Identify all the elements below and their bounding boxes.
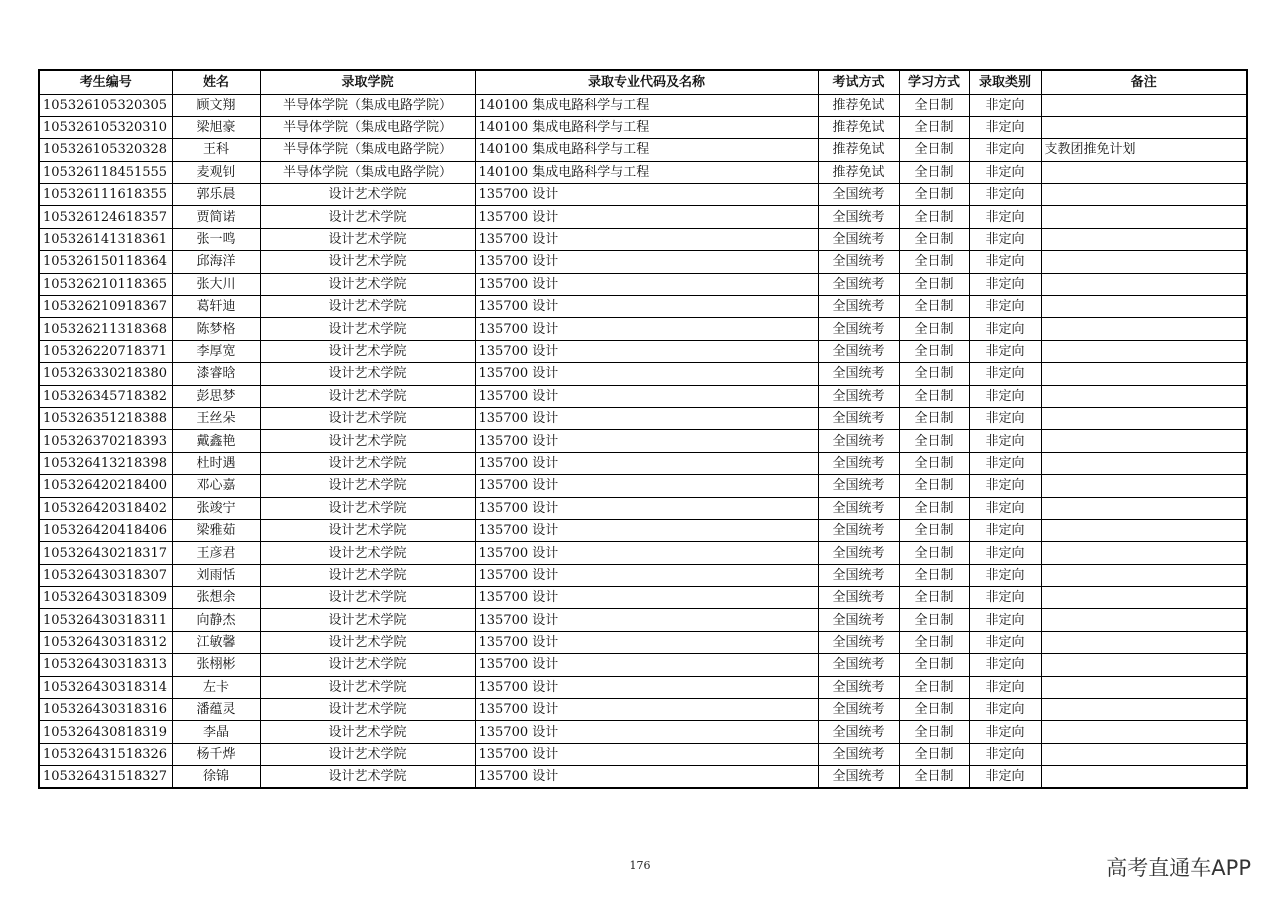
table-row [39,676,1247,698]
cell-candidate-id: 105326431518326 [39,743,172,765]
table-row [39,631,1247,653]
cell-candidate-id: 105326210118365 [39,273,172,295]
cell-school: 设计艺术学院 [260,497,475,519]
cell-candidate-id: 105326413218398 [39,452,172,474]
cell-major: 135700 设计 [475,475,818,497]
cell-note [1041,385,1247,407]
cell-study-mode: 全日制 [899,699,969,721]
cell-study-mode: 全日制 [899,497,969,519]
cell-name: 徐锦 [172,766,260,789]
cell-admission-type: 非定向 [969,564,1041,586]
cell-note [1041,721,1247,743]
cell-candidate-id: 105326370218393 [39,430,172,452]
cell-major: 135700 设计 [475,676,818,698]
cell-exam-method: 全国统考 [818,184,899,206]
cell-major: 135700 设计 [475,587,818,609]
cell-admission-type: 非定向 [969,587,1041,609]
cell-major: 135700 设计 [475,721,818,743]
cell-note [1041,363,1247,385]
cell-note [1041,161,1247,183]
cell-school: 半导体学院（集成电路学院） [260,139,475,161]
cell-study-mode: 全日制 [899,340,969,362]
cell-school: 设计艺术学院 [260,385,475,407]
cell-note [1041,94,1247,116]
cell-admission-type: 非定向 [969,139,1041,161]
cell-study-mode: 全日制 [899,161,969,183]
cell-admission-type: 非定向 [969,676,1041,698]
cell-study-mode: 全日制 [899,430,969,452]
cell-note [1041,228,1247,250]
cell-major: 140100 集成电路科学与工程 [475,161,818,183]
cell-major: 135700 设计 [475,318,818,340]
cell-major: 135700 设计 [475,228,818,250]
cell-school: 设计艺术学院 [260,609,475,631]
cell-school: 设计艺术学院 [260,631,475,653]
cell-school: 设计艺术学院 [260,340,475,362]
cell-note [1041,251,1247,273]
cell-admission-type: 非定向 [969,116,1041,138]
cell-study-mode: 全日制 [899,475,969,497]
cell-exam-method: 全国统考 [818,340,899,362]
cell-name: 左卡 [172,676,260,698]
cell-name: 陈梦格 [172,318,260,340]
table-row [39,116,1247,138]
cell-school: 设计艺术学院 [260,475,475,497]
cell-exam-method: 全国统考 [818,206,899,228]
cell-admission-type: 非定向 [969,363,1041,385]
cell-exam-method: 全国统考 [818,631,899,653]
cell-exam-method: 全国统考 [818,228,899,250]
cell-admission-type: 非定向 [969,743,1041,765]
cell-note [1041,564,1247,586]
cell-exam-method: 全国统考 [818,430,899,452]
cell-school: 设计艺术学院 [260,296,475,318]
table-row [39,340,1247,362]
cell-name: 王丝朵 [172,407,260,429]
cell-school: 设计艺术学院 [260,228,475,250]
table-row [39,609,1247,631]
cell-exam-method: 全国统考 [818,385,899,407]
cell-name: 梁雅茹 [172,519,260,541]
cell-name: 彭思梦 [172,385,260,407]
cell-school: 设计艺术学院 [260,430,475,452]
header-study-mode: 学习方式 [899,70,969,94]
table-body [39,94,1247,788]
cell-note [1041,273,1247,295]
cell-major: 135700 设计 [475,296,818,318]
cell-study-mode: 全日制 [899,318,969,340]
cell-admission-type: 非定向 [969,609,1041,631]
cell-exam-method: 全国统考 [818,318,899,340]
cell-name: 戴鑫艳 [172,430,260,452]
cell-note [1041,206,1247,228]
cell-exam-method: 全国统考 [818,407,899,429]
cell-admission-type: 非定向 [969,385,1041,407]
cell-study-mode: 全日制 [899,452,969,474]
cell-exam-method: 全国统考 [818,363,899,385]
cell-admission-type: 非定向 [969,542,1041,564]
cell-name: 向静杰 [172,609,260,631]
cell-study-mode: 全日制 [899,273,969,295]
cell-name: 王彦君 [172,542,260,564]
cell-major: 140100 集成电路科学与工程 [475,94,818,116]
cell-study-mode: 全日制 [899,676,969,698]
cell-candidate-id: 105326430318309 [39,587,172,609]
cell-candidate-id: 105326420318402 [39,497,172,519]
cell-school: 设计艺术学院 [260,654,475,676]
cell-candidate-id: 105326330218380 [39,363,172,385]
cell-school: 设计艺术学院 [260,519,475,541]
cell-study-mode: 全日制 [899,228,969,250]
table-row [39,475,1247,497]
cell-study-mode: 全日制 [899,743,969,765]
cell-exam-method: 全国统考 [818,587,899,609]
cell-admission-type: 非定向 [969,452,1041,474]
cell-school: 设计艺术学院 [260,363,475,385]
cell-name: 邱海洋 [172,251,260,273]
cell-exam-method: 全国统考 [818,497,899,519]
table-row [39,385,1247,407]
cell-major: 135700 设计 [475,497,818,519]
cell-name: 漆睿晗 [172,363,260,385]
cell-name: 张一鸣 [172,228,260,250]
cell-major: 135700 设计 [475,452,818,474]
table-row [39,139,1247,161]
cell-major: 135700 设计 [475,273,818,295]
cell-candidate-id: 105326420418406 [39,519,172,541]
cell-note [1041,542,1247,564]
cell-admission-type: 非定向 [969,699,1041,721]
cell-name: 麦观钊 [172,161,260,183]
cell-admission-type: 非定向 [969,340,1041,362]
cell-note: 支教团推免计划 [1041,139,1247,161]
cell-candidate-id: 105326105320310 [39,116,172,138]
cell-school: 设计艺术学院 [260,699,475,721]
table-row [39,94,1247,116]
cell-major: 135700 设计 [475,519,818,541]
cell-candidate-id: 105326420218400 [39,475,172,497]
cell-admission-type: 非定向 [969,631,1041,653]
cell-study-mode: 全日制 [899,519,969,541]
cell-school: 设计艺术学院 [260,743,475,765]
cell-note [1041,699,1247,721]
cell-exam-method: 全国统考 [818,452,899,474]
cell-admission-type: 非定向 [969,296,1041,318]
cell-major: 135700 设计 [475,631,818,653]
cell-candidate-id: 105326430318313 [39,654,172,676]
cell-admission-type: 非定向 [969,721,1041,743]
table-row [39,452,1247,474]
cell-note [1041,497,1247,519]
cell-note [1041,340,1247,362]
table-row [39,587,1247,609]
cell-candidate-id: 105326220718371 [39,340,172,362]
cell-name: 张大川 [172,273,260,295]
cell-admission-type: 非定向 [969,228,1041,250]
cell-note [1041,452,1247,474]
cell-major: 135700 设计 [475,407,818,429]
table-row [39,743,1247,765]
table-row [39,721,1247,743]
cell-note [1041,609,1247,631]
cell-note [1041,519,1247,541]
cell-admission-type: 非定向 [969,161,1041,183]
admission-table [38,69,1248,789]
table-row [39,497,1247,519]
header-candidate-id: 考生编号 [39,70,172,94]
table-row [39,273,1247,295]
cell-candidate-id: 105326111618355 [39,184,172,206]
cell-candidate-id: 105326105320305 [39,94,172,116]
cell-study-mode: 全日制 [899,721,969,743]
cell-exam-method: 全国统考 [818,654,899,676]
table-row [39,318,1247,340]
cell-admission-type: 非定向 [969,407,1041,429]
header-note: 备注 [1041,70,1247,94]
watermark: 高考直通车APP [1106,856,1251,880]
cell-study-mode: 全日制 [899,94,969,116]
cell-admission-type: 非定向 [969,475,1041,497]
cell-candidate-id: 105326430318307 [39,564,172,586]
cell-study-mode: 全日制 [899,631,969,653]
cell-note [1041,184,1247,206]
cell-candidate-id: 105326150118364 [39,251,172,273]
table-row [39,206,1247,228]
cell-note [1041,766,1247,789]
table-row [39,699,1247,721]
cell-major: 135700 设计 [475,654,818,676]
table-header [39,70,1247,94]
cell-candidate-id: 105326430318316 [39,699,172,721]
cell-name: 郭乐晨 [172,184,260,206]
table-row [39,161,1247,183]
cell-exam-method: 全国统考 [818,721,899,743]
header-row [39,70,1247,94]
cell-name: 梁旭豪 [172,116,260,138]
cell-study-mode: 全日制 [899,116,969,138]
cell-exam-method: 推荐免试 [818,94,899,116]
cell-exam-method: 全国统考 [818,296,899,318]
cell-major: 135700 设计 [475,363,818,385]
cell-admission-type: 非定向 [969,497,1041,519]
cell-candidate-id: 105326141318361 [39,228,172,250]
cell-exam-method: 全国统考 [818,564,899,586]
cell-school: 半导体学院（集成电路学院） [260,161,475,183]
table-row [39,296,1247,318]
cell-candidate-id: 105326430318312 [39,631,172,653]
cell-admission-type: 非定向 [969,519,1041,541]
cell-school: 设计艺术学院 [260,318,475,340]
cell-candidate-id: 105326345718382 [39,385,172,407]
cell-exam-method: 全国统考 [818,475,899,497]
cell-exam-method: 全国统考 [818,676,899,698]
cell-exam-method: 全国统考 [818,273,899,295]
cell-school: 设计艺术学院 [260,452,475,474]
cell-name: 张竣宁 [172,497,260,519]
cell-admission-type: 非定向 [969,318,1041,340]
cell-candidate-id: 105326430318311 [39,609,172,631]
cell-exam-method: 全国统考 [818,519,899,541]
cell-study-mode: 全日制 [899,407,969,429]
cell-study-mode: 全日制 [899,363,969,385]
cell-name: 李晶 [172,721,260,743]
cell-study-mode: 全日制 [899,206,969,228]
table-row [39,519,1247,541]
cell-admission-type: 非定向 [969,184,1041,206]
cell-major: 135700 设计 [475,340,818,362]
cell-name: 贾简诺 [172,206,260,228]
cell-study-mode: 全日制 [899,542,969,564]
table-row [39,363,1247,385]
cell-major: 140100 集成电路科学与工程 [475,139,818,161]
cell-name: 张栩彬 [172,654,260,676]
cell-school: 半导体学院（集成电路学院） [260,116,475,138]
table-row [39,228,1247,250]
cell-note [1041,475,1247,497]
cell-school: 设计艺术学院 [260,676,475,698]
cell-study-mode: 全日制 [899,385,969,407]
cell-name: 王科 [172,139,260,161]
cell-school: 设计艺术学院 [260,273,475,295]
cell-exam-method: 全国统考 [818,699,899,721]
cell-name: 李厚宽 [172,340,260,362]
cell-name: 葛轩迪 [172,296,260,318]
cell-candidate-id: 105326211318368 [39,318,172,340]
cell-note [1041,587,1247,609]
cell-school: 设计艺术学院 [260,766,475,789]
cell-candidate-id: 105326430218317 [39,542,172,564]
cell-name: 潘蕴灵 [172,699,260,721]
cell-admission-type: 非定向 [969,430,1041,452]
header-major: 录取专业代码及名称 [475,70,818,94]
cell-candidate-id: 105326430818319 [39,721,172,743]
cell-name: 顾文翔 [172,94,260,116]
cell-school: 设计艺术学院 [260,721,475,743]
cell-major: 135700 设计 [475,206,818,228]
cell-school: 设计艺术学院 [260,564,475,586]
cell-note [1041,631,1247,653]
cell-name: 江敏馨 [172,631,260,653]
cell-school: 设计艺术学院 [260,184,475,206]
cell-major: 135700 设计 [475,743,818,765]
cell-school: 半导体学院（集成电路学院） [260,94,475,116]
cell-exam-method: 全国统考 [818,542,899,564]
cell-study-mode: 全日制 [899,184,969,206]
cell-study-mode: 全日制 [899,766,969,789]
cell-candidate-id: 105326431518327 [39,766,172,789]
header-exam-method: 考试方式 [818,70,899,94]
cell-name: 杜时遇 [172,452,260,474]
header-school: 录取学院 [260,70,475,94]
cell-admission-type: 非定向 [969,654,1041,676]
cell-candidate-id: 105326118451555 [39,161,172,183]
cell-admission-type: 非定向 [969,251,1041,273]
cell-major: 135700 设计 [475,184,818,206]
cell-name: 张想余 [172,587,260,609]
table-row [39,766,1247,789]
cell-school: 设计艺术学院 [260,251,475,273]
cell-note [1041,407,1247,429]
cell-study-mode: 全日制 [899,654,969,676]
cell-admission-type: 非定向 [969,766,1041,789]
cell-school: 设计艺术学院 [260,206,475,228]
cell-study-mode: 全日制 [899,296,969,318]
cell-study-mode: 全日制 [899,609,969,631]
cell-exam-method: 推荐免试 [818,139,899,161]
cell-study-mode: 全日制 [899,564,969,586]
cell-exam-method: 全国统考 [818,609,899,631]
cell-admission-type: 非定向 [969,273,1041,295]
cell-note [1041,116,1247,138]
cell-school: 设计艺术学院 [260,542,475,564]
cell-note [1041,676,1247,698]
cell-note [1041,430,1247,452]
cell-note [1041,296,1247,318]
cell-name: 杨千烨 [172,743,260,765]
cell-candidate-id: 105326430318314 [39,676,172,698]
cell-admission-type: 非定向 [969,94,1041,116]
table-row [39,184,1247,206]
cell-exam-method: 推荐免试 [818,116,899,138]
header-name: 姓名 [172,70,260,94]
cell-major: 135700 设计 [475,385,818,407]
cell-major: 140100 集成电路科学与工程 [475,116,818,138]
cell-note [1041,654,1247,676]
cell-study-mode: 全日制 [899,251,969,273]
cell-major: 135700 设计 [475,251,818,273]
cell-exam-method: 全国统考 [818,743,899,765]
cell-candidate-id: 105326210918367 [39,296,172,318]
page-number: 176 [629,859,651,872]
cell-major: 135700 设计 [475,564,818,586]
table-row [39,564,1247,586]
cell-note [1041,318,1247,340]
table-row [39,251,1247,273]
table-row [39,654,1247,676]
cell-name: 邓心嘉 [172,475,260,497]
cell-school: 设计艺术学院 [260,587,475,609]
cell-major: 135700 设计 [475,609,818,631]
table-row [39,430,1247,452]
cell-candidate-id: 105326351218388 [39,407,172,429]
cell-candidate-id: 105326124618357 [39,206,172,228]
cell-study-mode: 全日制 [899,587,969,609]
cell-study-mode: 全日制 [899,139,969,161]
cell-major: 135700 设计 [475,430,818,452]
cell-school: 设计艺术学院 [260,407,475,429]
cell-major: 135700 设计 [475,766,818,789]
cell-candidate-id: 105326105320328 [39,139,172,161]
table-row [39,542,1247,564]
table-row [39,407,1247,429]
cell-name: 刘雨恬 [172,564,260,586]
cell-admission-type: 非定向 [969,206,1041,228]
cell-note [1041,743,1247,765]
cell-exam-method: 全国统考 [818,251,899,273]
cell-major: 135700 设计 [475,542,818,564]
cell-major: 135700 设计 [475,699,818,721]
cell-exam-method: 全国统考 [818,766,899,789]
header-admission-type: 录取类别 [969,70,1041,94]
cell-exam-method: 推荐免试 [818,161,899,183]
